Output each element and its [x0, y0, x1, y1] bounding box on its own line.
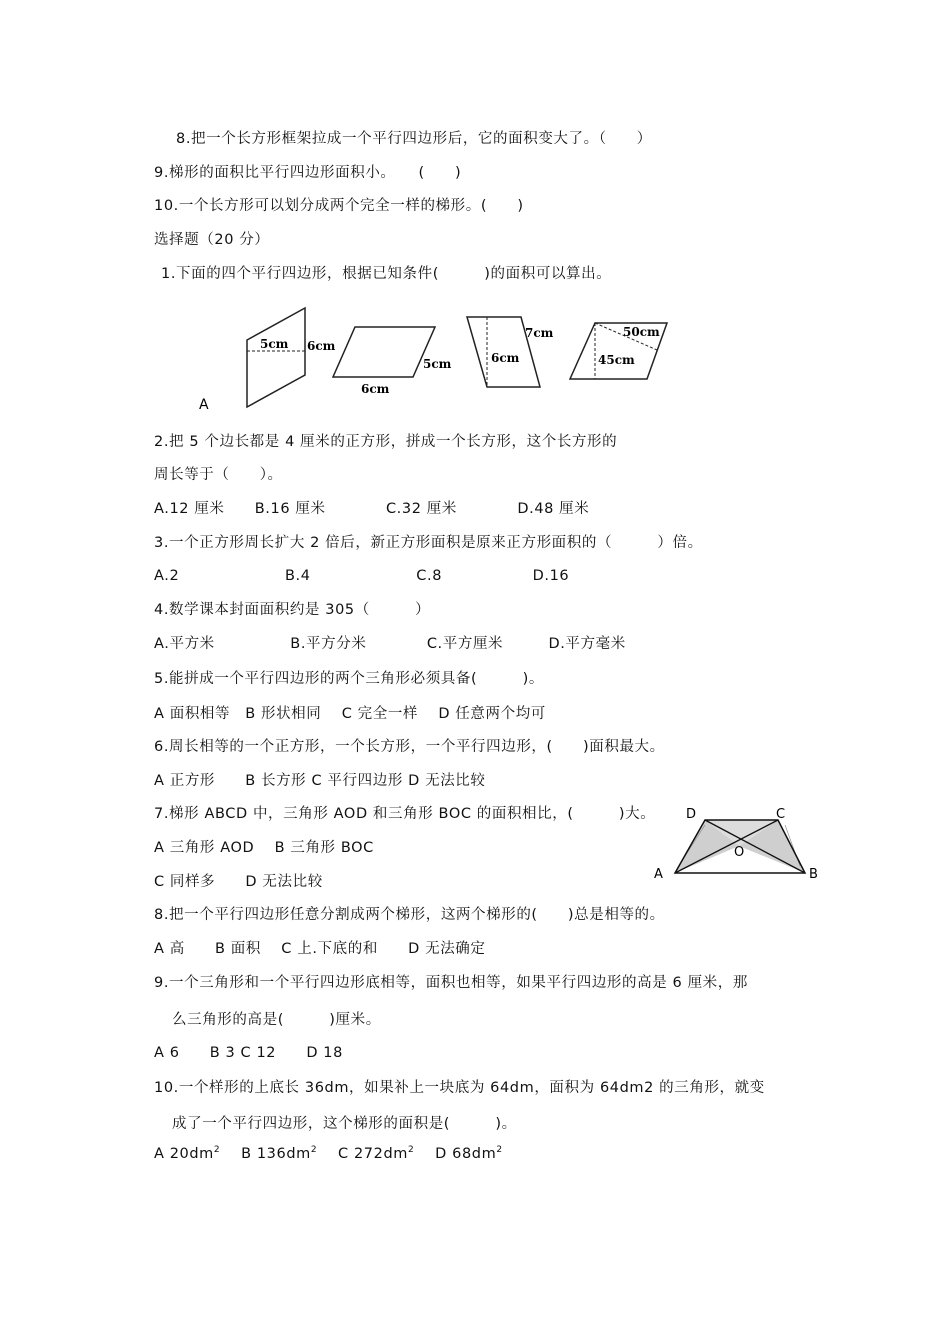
- parallelograms-svg: [195, 305, 685, 417]
- choice-q9-options: A 6 B 3 C 12 D 18: [154, 1045, 343, 1061]
- choice-q7-options-1: A 三角形 AOD B 三角形 BOC: [154, 840, 374, 856]
- choice-q2-cont: 周长等于（ ）。: [154, 467, 283, 483]
- vertex-a-label: A: [654, 867, 663, 882]
- choice-q3: 3.一个正方形周长扩大 2 倍后，新正方形面积是原来正方形面积的（ ）倍。: [154, 535, 703, 551]
- trapezoid-svg: [650, 800, 830, 886]
- fig1-side-label: 6cm: [307, 339, 336, 353]
- choice-q5-options: A 面积相等 B 形状相同 C 完全一样 D 任意两个均可: [154, 706, 546, 722]
- option-b: B $136dm^2$: [241, 1145, 318, 1162]
- fig1-base-label: 5cm: [260, 337, 289, 351]
- fig-option-a-label: A: [199, 397, 209, 413]
- choice-q8: 8.把一个平行四边形任意分割成两个梯形，这两个梯形的( )总是相等的。: [154, 907, 665, 923]
- trapezoid-abcd-figure: [650, 800, 830, 886]
- choice-q4: 4.数学课本封面面积约是 305（ ）: [154, 602, 431, 618]
- choice-q6: 6.周长相等的一个正方形，一个长方形，一个平行四边形，( )面积最大。: [154, 739, 665, 755]
- choice-q7: 7.梯形 ABCD 中，三角形 AOD 和三角形 BOC 的面积相比，( )大。: [154, 806, 656, 822]
- fig4-height-label: 45cm: [598, 353, 635, 367]
- choice-q10-options: [154, 1145, 503, 1162]
- fig3-side-label: 7cm: [525, 326, 554, 340]
- choice-q3-options: A.2 B.4 C.8 D.16: [154, 568, 570, 584]
- fig2-base-label: 6cm: [361, 382, 390, 396]
- judge-item-9: 9.梯形的面积比平行四边形面积小。 ( ): [154, 165, 462, 181]
- fig4-base-label: 50cm: [623, 325, 660, 339]
- choice-q5: 5.能拼成一个平行四边形的两个三角形必须具备( )。: [154, 671, 544, 687]
- choice-q9: 9.一个三角形和一个平行四边形底相等，面积也相等，如果平行四边形的高是 6 厘米，那: [154, 975, 748, 991]
- choice-q7-options-2: C 同样多 D 无法比较: [154, 874, 323, 890]
- choice-q6-options: A 正方形 B 长方形 C 平行四边形 D 无法比较: [154, 773, 486, 789]
- choice-q2-options: A.12 厘米 B.16 厘米 C.32 厘米 D.48 厘米: [154, 501, 590, 517]
- choice-q1: 1.下面的四个平行四边形，根据已知条件( )的面积可以算出。: [161, 266, 612, 282]
- judge-item-8: 8.把一个长方形框架拉成一个平行四边形后，它的面积变大了。（ ）: [176, 131, 652, 147]
- fig3-height-label: 6cm: [491, 351, 520, 365]
- option-d: D $68dm^2$: [435, 1145, 503, 1162]
- vertex-d-label: D: [686, 807, 697, 822]
- section-heading: 选择题（20 分）: [154, 232, 270, 248]
- choice-q10: 10.一个样形的上底长 36dm，如果补上一块底为 64dm，面积为 64dm2 的三角形，就变: [154, 1080, 765, 1096]
- choice-q9-cont: 么三角形的高是( )厘米。: [172, 1012, 381, 1028]
- option-c: C $272dm^2$: [338, 1145, 415, 1162]
- choice-q10-cont: 成了一个平行四边形，这个梯形的面积是( )。: [172, 1116, 517, 1132]
- choice-q2: 2.把 5 个边长都是 4 厘米的正方形，拼成一个长方形，这个长方形的: [154, 434, 618, 450]
- judge-item-10: 10.一个长方形可以划分成两个完全一样的梯形。( ): [154, 198, 524, 214]
- fig2-side-label: 5cm: [423, 357, 452, 371]
- vertex-b-label: B: [809, 867, 818, 882]
- point-o-label: O: [734, 845, 745, 860]
- choice-q8-options: A 高 B 面积 C 上.下底的和 D 无法确定: [154, 941, 486, 957]
- choice-q4-options: A.平方米 B.平方分米 C.平方厘米 D.平方毫米: [154, 636, 626, 652]
- q1-parallelogram-figures: [195, 305, 685, 417]
- vertex-c-label: C: [776, 807, 786, 822]
- option-a: A $20dm^2$: [154, 1145, 221, 1162]
